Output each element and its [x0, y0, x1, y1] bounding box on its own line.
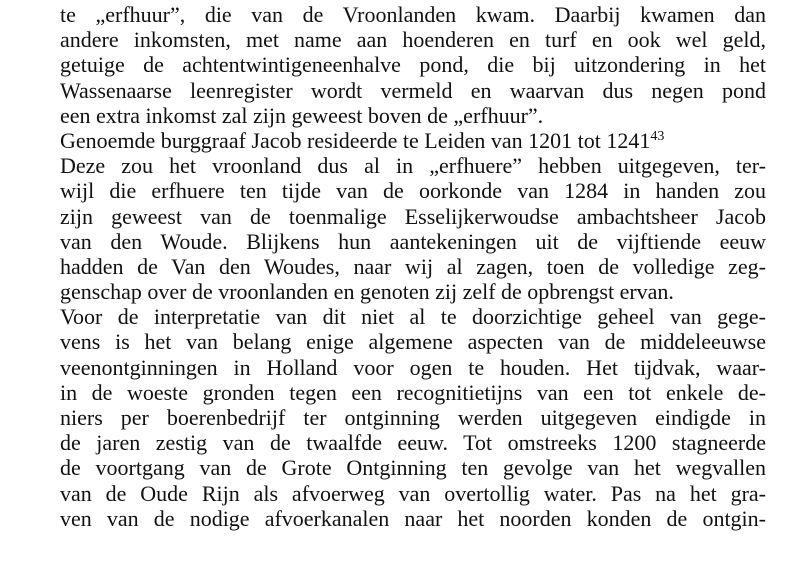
document-page	[60, 2, 766, 531]
text-line: niers per boerenbedrijf ter ontginning werden uitgegeven eindigde in	[60, 405, 766, 430]
footnote-reference: 43	[650, 128, 665, 144]
text-line: de jaren zestig van de twaalfde eeuw. Tot omstreeks 1200 stagneerde	[60, 430, 766, 456]
text-line: van de Oude Rijn als afvoerweg van overtollig water. Pas na het gra-	[60, 480, 766, 506]
text-line: in de woeste gronden tegen een recognitietijns van een tot enkele de-	[60, 379, 766, 405]
text-line: te „erfhuur”, die van de Vroonlanden kwam. Daarbij kwamen dan	[60, 2, 766, 27]
text-line: andere inkomsten, met name aan hoenderen en turf en ook wel geld,	[60, 27, 766, 53]
text-line: wijl die erfhuere ten tijde van de oorkonde van 1284 in handen zou	[60, 178, 766, 204]
text-line: Deze zou het vroonland dus al in „erfhuere” hebben uitgegeven, ter-	[60, 153, 766, 179]
text-line: zijn geweest van de toenmalige Esselijkerwoudse ambachtsheer Jacob	[60, 203, 766, 229]
text-line: getuige de achtentwintigeneenhalve pond, die bij uitzondering in het	[60, 52, 766, 78]
text-line-with-footnote	[60, 128, 766, 153]
text-line: veenontginningen in Holland voor ogen te houden. Het tijdvak, waar-	[60, 354, 766, 380]
text-line: genschap over de vroonlanden en genoten zij zelf de opbrengst ervan.	[60, 279, 674, 305]
text-line: de voortgang van de Grote Ontginning ten gevolge van het wegvallen	[60, 455, 766, 481]
text-line: Wassenaarse leenregister wordt vermeld en waarvan dus negen pond	[60, 77, 766, 103]
text-line: ven van de nodige afvoerkanalen naar het noorden konden de ontgin-	[60, 505, 766, 531]
text-line: hadden de Van den Woudes, naar wij al zagen, toen de volledige zeg-	[60, 253, 766, 279]
text-line: van den Woude. Blijkens hun aantekeningen uit de vijftiende eeuw	[60, 228, 766, 254]
text-line-body: Genoemde burggraaf Jacob resideerde te Leiden van 1201 tot 1241	[60, 127, 651, 153]
text-line: vens is het van belang enige algemene aspecten van de middeleeuwse	[60, 329, 766, 355]
text-line: een extra inkomst zal zijn geweest boven de „erfhuur”.	[60, 102, 544, 128]
text-line: Voor de interpretatie van dit niet al te doorzichtige geheel van gege-	[60, 304, 766, 330]
